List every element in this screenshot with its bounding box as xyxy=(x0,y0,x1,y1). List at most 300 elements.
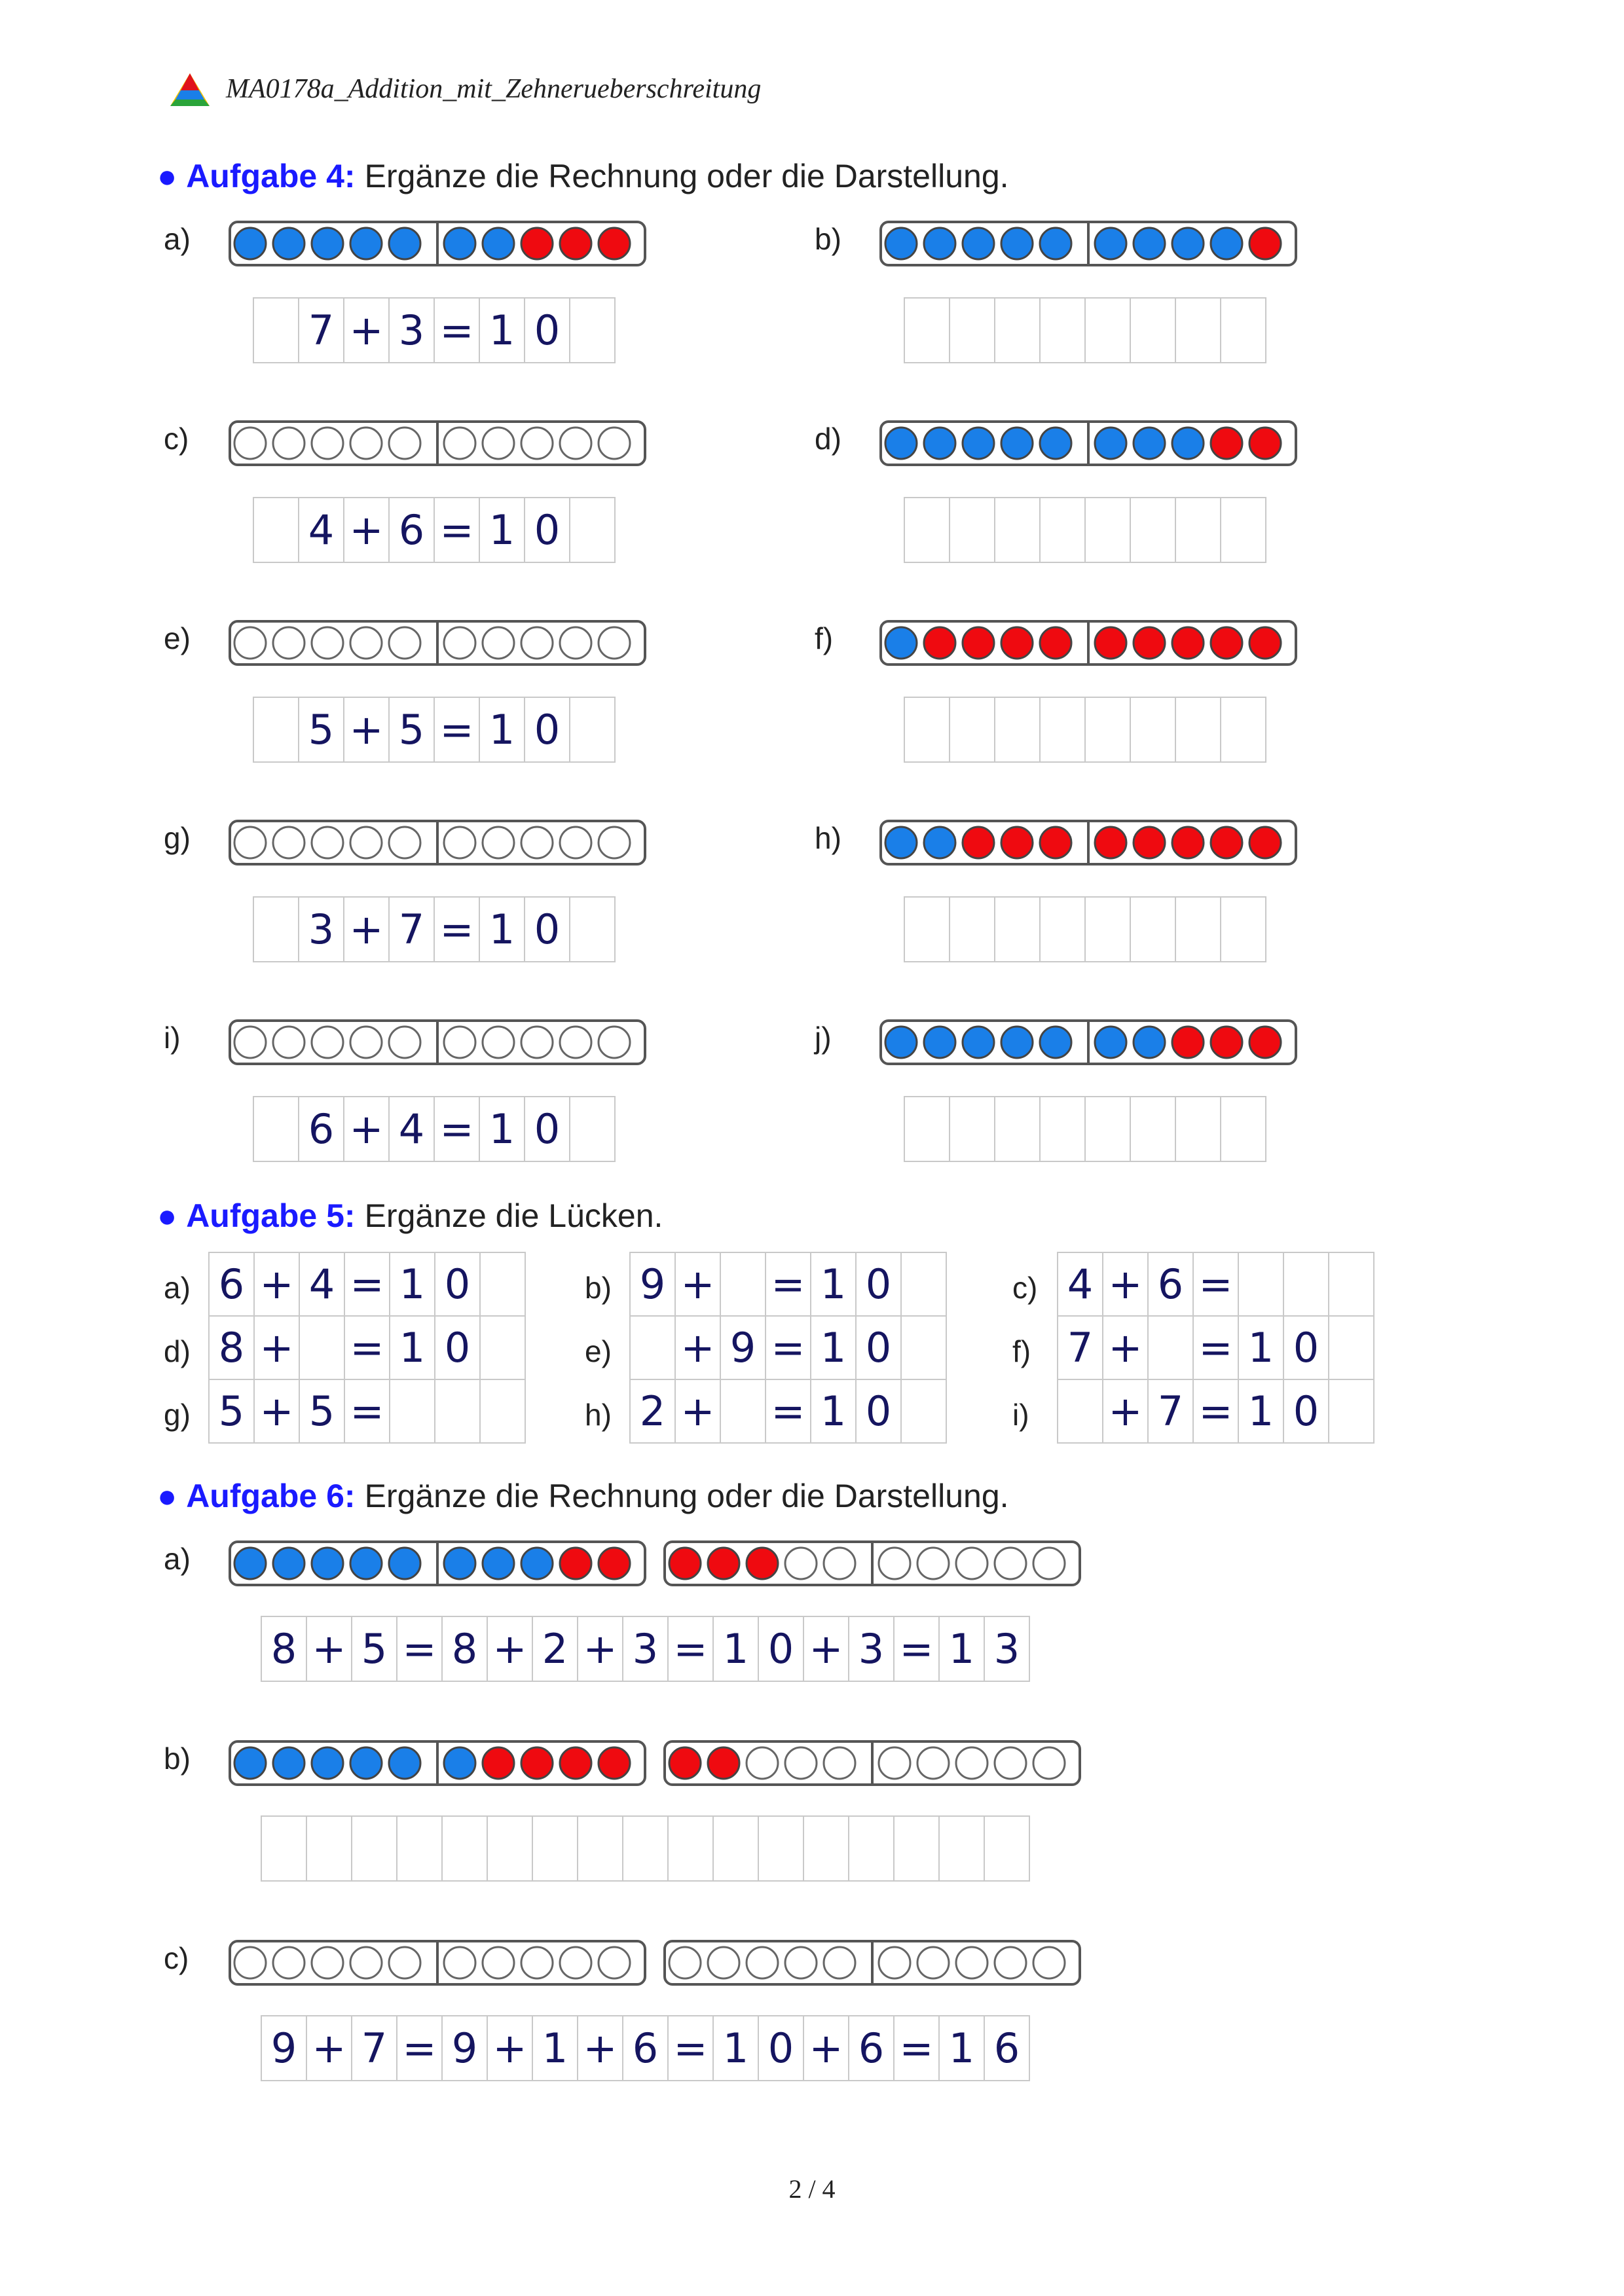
bead-red xyxy=(1211,627,1242,659)
equation-cell: = xyxy=(1192,1379,1239,1444)
bead-empty xyxy=(273,1947,304,1978)
bead-red xyxy=(1249,228,1281,259)
task4-item-label: f) xyxy=(815,621,834,655)
bead-red xyxy=(669,1548,701,1579)
twenty-bead-rack-right xyxy=(663,1939,1082,1986)
answer-cell[interactable] xyxy=(900,1252,947,1317)
task4-instruction: Ergänze die Rechnung oder die Darstellung. xyxy=(364,158,1009,194)
equation-cell: 8 xyxy=(441,1616,488,1682)
bead-empty xyxy=(273,428,304,459)
task6-instruction: Ergänze die Rechnung oder die Darstellung. xyxy=(364,1478,1009,1514)
answer-cell[interactable] xyxy=(389,1379,435,1444)
bead-empty xyxy=(995,1548,1026,1579)
task4-item-label: d) xyxy=(815,422,841,456)
bead-empty xyxy=(995,1747,1026,1779)
equation-cell: + xyxy=(343,896,390,962)
equation-cell: + xyxy=(343,1096,390,1162)
answer-cell[interactable] xyxy=(994,697,1041,763)
task4-equation-grid xyxy=(904,697,1266,763)
bead-red xyxy=(924,627,955,659)
answer-cell[interactable] xyxy=(1283,1252,1329,1317)
bead-blue xyxy=(1040,1027,1071,1058)
answer-cell[interactable] xyxy=(1175,297,1221,363)
bead-empty xyxy=(747,1747,778,1779)
bead-red xyxy=(599,1747,630,1779)
bead-red xyxy=(1249,428,1281,459)
answer-cell[interactable] xyxy=(904,697,950,763)
answer-cell[interactable] xyxy=(1084,896,1131,962)
bead-blue xyxy=(1172,228,1204,259)
answer-cell[interactable] xyxy=(904,1096,950,1162)
equation-cell: 0 xyxy=(758,2015,804,2081)
bead-blue xyxy=(1095,428,1126,459)
answer-cell[interactable] xyxy=(949,896,995,962)
answer-cell[interactable] xyxy=(629,1315,676,1380)
equation-cell: = xyxy=(765,1252,811,1317)
task4-equation-grid xyxy=(253,497,616,563)
bead-blue xyxy=(885,1027,917,1058)
equation-cell: = xyxy=(434,697,480,763)
equation-cell: 7 xyxy=(1057,1315,1103,1380)
bead-empty xyxy=(350,627,382,659)
answer-cell[interactable] xyxy=(1039,297,1086,363)
answer-cell[interactable] xyxy=(900,1315,947,1380)
answer-cell[interactable] xyxy=(1175,896,1221,962)
answer-cell[interactable] xyxy=(577,1815,623,1882)
answer-cell[interactable] xyxy=(1130,297,1176,363)
task4-equation-grid xyxy=(253,896,616,962)
equation-cell: 0 xyxy=(434,1315,481,1380)
equation-cell: + xyxy=(674,1252,721,1317)
bead-empty xyxy=(312,1947,343,1978)
equation-cell: 1 xyxy=(938,2015,985,2081)
task6-heading xyxy=(157,1477,1009,1515)
answer-cell[interactable] xyxy=(949,297,995,363)
equation-cell: 2 xyxy=(532,1616,578,1682)
equation-cell: 6 xyxy=(208,1252,255,1317)
bead-blue xyxy=(350,228,382,259)
equation-cell: 6 xyxy=(298,1096,344,1162)
answer-cell[interactable] xyxy=(904,497,950,563)
answer-cell[interactable] xyxy=(1130,697,1176,763)
equation-cell: + xyxy=(674,1379,721,1444)
task4-equation-grid xyxy=(253,697,616,763)
answer-cell[interactable] xyxy=(1220,497,1266,563)
equation-cell: + xyxy=(803,2015,849,2081)
bead-blue xyxy=(963,1027,994,1058)
answer-cell[interactable] xyxy=(479,1252,526,1317)
bead-empty xyxy=(824,1747,855,1779)
bead-empty xyxy=(273,1027,304,1058)
answer-cell[interactable] xyxy=(949,697,995,763)
bead-empty xyxy=(350,827,382,858)
equation-cell: 1 xyxy=(1238,1315,1284,1380)
answer-cell[interactable] xyxy=(569,297,616,363)
equation-cell: 0 xyxy=(855,1252,902,1317)
equation-cell: + xyxy=(343,297,390,363)
bead-red xyxy=(521,228,553,259)
bead-red xyxy=(1172,627,1204,659)
bead-empty xyxy=(312,827,343,858)
task5-instruction: Ergänze die Lücken. xyxy=(364,1197,663,1234)
equation-cell: + xyxy=(253,1379,300,1444)
bead-empty xyxy=(483,1027,514,1058)
equation-cell: 0 xyxy=(524,497,570,563)
bead-empty xyxy=(350,1027,382,1058)
equation-cell: 0 xyxy=(855,1379,902,1444)
equation-cell: = xyxy=(667,2015,714,2081)
equation-cell: 9 xyxy=(261,2015,307,2081)
bead-blue xyxy=(885,827,917,858)
answer-cell[interactable] xyxy=(261,1815,307,1882)
answer-cell[interactable] xyxy=(569,697,616,763)
answer-cell[interactable] xyxy=(569,1096,616,1162)
task5-row xyxy=(1057,1379,1375,1444)
bead-empty xyxy=(879,1548,910,1579)
bead-empty xyxy=(444,1027,475,1058)
answer-cell[interactable] xyxy=(1039,497,1086,563)
equation-cell: 1 xyxy=(810,1315,857,1380)
task5-row xyxy=(208,1379,526,1444)
bead-empty xyxy=(785,1747,817,1779)
equation-cell: = xyxy=(1192,1315,1239,1380)
bead-red xyxy=(1134,827,1165,858)
task5-item-label: f) xyxy=(1012,1334,1031,1368)
bead-red xyxy=(1172,827,1204,858)
task5-item-label: d) xyxy=(164,1334,191,1368)
answer-cell[interactable] xyxy=(984,1815,1030,1882)
equation-cell: 4 xyxy=(1057,1252,1103,1317)
bead-red xyxy=(708,1548,739,1579)
task4-item-label: j) xyxy=(815,1021,832,1055)
bead-blue xyxy=(273,1548,304,1579)
answer-cell[interactable] xyxy=(938,1815,985,1882)
answer-cell[interactable] xyxy=(994,297,1041,363)
bead-blue xyxy=(1095,228,1126,259)
equation-cell: 7 xyxy=(1147,1379,1194,1444)
task5-row xyxy=(208,1315,526,1380)
bead-blue xyxy=(1095,1027,1126,1058)
bead-empty xyxy=(917,1548,949,1579)
equation-cell: = xyxy=(344,1252,390,1317)
answer-cell[interactable] xyxy=(893,1815,940,1882)
answer-cell[interactable] xyxy=(1084,1096,1131,1162)
equation-cell: = xyxy=(434,896,480,962)
equation-cell: = xyxy=(434,1096,480,1162)
bead-blue xyxy=(1211,228,1242,259)
equation-cell: 0 xyxy=(1283,1315,1329,1380)
equation-cell: 0 xyxy=(855,1315,902,1380)
answer-cell[interactable] xyxy=(900,1379,947,1444)
equation-cell: = xyxy=(344,1315,390,1380)
answer-cell[interactable] xyxy=(1238,1252,1284,1317)
answer-cell[interactable] xyxy=(622,1815,669,1882)
task5-item-label: c) xyxy=(1012,1271,1038,1305)
bead-empty xyxy=(785,1947,817,1978)
answer-cell[interactable] xyxy=(1130,497,1176,563)
bead-empty xyxy=(1033,1747,1065,1779)
answer-cell[interactable] xyxy=(1147,1315,1194,1380)
answer-cell[interactable] xyxy=(712,1815,759,1882)
equation-cell: 4 xyxy=(299,1252,345,1317)
bead-blue xyxy=(1134,428,1165,459)
equation-cell: 3 xyxy=(984,1616,1030,1682)
answer-cell[interactable] xyxy=(994,1096,1041,1162)
answer-cell[interactable] xyxy=(848,1815,895,1882)
answer-cell[interactable] xyxy=(569,497,616,563)
answer-cell[interactable] xyxy=(1084,497,1131,563)
ten-bead-rack xyxy=(228,1019,647,1066)
answer-cell[interactable] xyxy=(1328,1315,1375,1380)
bead-blue xyxy=(444,228,475,259)
equation-cell: + xyxy=(343,497,390,563)
equation-cell: 0 xyxy=(524,896,570,962)
bead-blue xyxy=(483,1548,514,1579)
bead-empty xyxy=(350,428,382,459)
bead-empty xyxy=(785,1548,817,1579)
equation-cell: 0 xyxy=(524,697,570,763)
answer-cell[interactable] xyxy=(1220,697,1266,763)
bead-empty xyxy=(824,1548,855,1579)
task6-equation-grid xyxy=(261,1815,1030,1882)
equation-cell: 9 xyxy=(720,1315,766,1380)
bead-red xyxy=(708,1747,739,1779)
answer-cell[interactable] xyxy=(487,1815,533,1882)
answer-cell[interactable] xyxy=(803,1815,849,1882)
task6-item-label: b) xyxy=(164,1741,191,1776)
equation-cell: 5 xyxy=(351,1616,397,1682)
answer-cell[interactable] xyxy=(1220,297,1266,363)
answer-cell[interactable] xyxy=(949,497,995,563)
task4-item-label: i) xyxy=(164,1021,181,1055)
bead-empty xyxy=(560,827,591,858)
equation-cell: = xyxy=(893,2015,940,2081)
answer-cell[interactable] xyxy=(253,297,299,363)
equation-cell: + xyxy=(674,1315,721,1380)
task5-item-label: e) xyxy=(585,1334,612,1368)
equation-cell: + xyxy=(577,1616,623,1682)
answer-cell[interactable] xyxy=(667,1815,714,1882)
answer-cell[interactable] xyxy=(299,1315,345,1380)
equation-cell: 7 xyxy=(298,297,344,363)
task5-row xyxy=(629,1379,947,1444)
task6-equation-grid xyxy=(261,2015,1030,2081)
bead-empty xyxy=(350,1947,382,1978)
answer-cell[interactable] xyxy=(994,896,1041,962)
bead-blue xyxy=(444,1747,475,1779)
bead-empty xyxy=(234,428,266,459)
bead-blue xyxy=(1040,428,1071,459)
answer-cell[interactable] xyxy=(994,497,1041,563)
answer-cell[interactable] xyxy=(1220,896,1266,962)
ten-bead-rack xyxy=(228,619,647,666)
bead-red xyxy=(1001,827,1033,858)
answer-cell[interactable] xyxy=(306,1815,352,1882)
answer-cell[interactable] xyxy=(1039,697,1086,763)
answer-cell[interactable] xyxy=(1039,896,1086,962)
answer-cell[interactable] xyxy=(949,1096,995,1162)
bead-red xyxy=(1134,627,1165,659)
bead-empty xyxy=(560,627,591,659)
equation-cell: 6 xyxy=(1147,1252,1194,1317)
task5-row xyxy=(208,1252,526,1317)
answer-cell[interactable] xyxy=(1084,697,1131,763)
bead-blue xyxy=(483,228,514,259)
answer-cell[interactable] xyxy=(1084,297,1131,363)
equation-cell: 1 xyxy=(479,896,525,962)
task5-heading xyxy=(157,1197,663,1235)
answer-cell[interactable] xyxy=(532,1815,578,1882)
equation-cell: 2 xyxy=(629,1379,676,1444)
bead-empty xyxy=(444,428,475,459)
bead-blue xyxy=(1134,1027,1165,1058)
bead-empty xyxy=(234,1947,266,1978)
bead-empty xyxy=(599,1947,630,1978)
ten-bead-rack xyxy=(228,420,647,467)
bead-empty xyxy=(389,428,420,459)
answer-cell[interactable] xyxy=(904,896,950,962)
answer-cell[interactable] xyxy=(1328,1252,1375,1317)
task5-row xyxy=(629,1315,947,1380)
bead-empty xyxy=(521,1947,553,1978)
answer-cell[interactable] xyxy=(253,1096,299,1162)
task5-row xyxy=(629,1252,947,1317)
equation-cell: + xyxy=(1102,1252,1149,1317)
task5-item-label: a) xyxy=(164,1271,191,1305)
ten-bead-rack xyxy=(879,619,1298,666)
bead-empty xyxy=(234,627,266,659)
equation-cell: = xyxy=(434,297,480,363)
bead-blue xyxy=(963,428,994,459)
equation-cell: 6 xyxy=(388,497,435,563)
bead-blue xyxy=(389,228,420,259)
equation-cell: 3 xyxy=(622,1616,669,1682)
answer-cell[interactable] xyxy=(434,1379,481,1444)
answer-cell[interactable] xyxy=(758,1815,804,1882)
equation-cell: 1 xyxy=(712,1616,759,1682)
bead-empty xyxy=(956,1548,987,1579)
bead-blue xyxy=(885,228,917,259)
task4-item-label: b) xyxy=(815,222,841,256)
answer-cell[interactable] xyxy=(441,1815,488,1882)
equation-cell: = xyxy=(344,1379,390,1444)
bead-empty xyxy=(879,1947,910,1978)
bead-empty xyxy=(389,627,420,659)
equation-cell: 8 xyxy=(208,1315,255,1380)
bead-empty xyxy=(483,428,514,459)
ten-bead-rack xyxy=(879,1019,1298,1066)
answer-cell[interactable] xyxy=(1130,1096,1176,1162)
equation-cell: 1 xyxy=(810,1379,857,1444)
equation-cell: + xyxy=(487,1616,533,1682)
equation-cell: 0 xyxy=(524,1096,570,1162)
equation-cell: + xyxy=(306,2015,352,2081)
bead-empty xyxy=(599,1027,630,1058)
task4-equation-grid xyxy=(904,896,1266,962)
bead-blue xyxy=(521,1548,553,1579)
bead-blue xyxy=(273,228,304,259)
answer-cell[interactable] xyxy=(479,1379,526,1444)
task6-item-label: a) xyxy=(164,1542,191,1576)
bead-empty xyxy=(389,1947,420,1978)
equation-cell: 7 xyxy=(351,2015,397,2081)
answer-cell[interactable] xyxy=(1175,1096,1221,1162)
task6-label: Aufgabe 6: xyxy=(186,1478,356,1514)
bead-blue xyxy=(1040,228,1071,259)
bead-red xyxy=(1211,1027,1242,1058)
answer-cell[interactable] xyxy=(720,1252,766,1317)
answer-cell[interactable] xyxy=(253,697,299,763)
bead-empty xyxy=(1033,1947,1065,1978)
bead-red xyxy=(963,827,994,858)
bead-empty xyxy=(956,1947,987,1978)
bead-blue xyxy=(350,1747,382,1779)
bead-blue xyxy=(1001,228,1033,259)
bead-blue xyxy=(1001,1027,1033,1058)
twenty-bead-rack-left xyxy=(228,1540,647,1587)
equation-cell: + xyxy=(253,1252,300,1317)
equation-cell: 9 xyxy=(441,2015,488,2081)
equation-cell: 1 xyxy=(712,2015,759,2081)
answer-cell[interactable] xyxy=(1328,1379,1375,1444)
answer-cell[interactable] xyxy=(1175,497,1221,563)
equation-cell: 0 xyxy=(524,297,570,363)
equation-cell: 0 xyxy=(1283,1379,1329,1444)
equation-cell: = xyxy=(765,1315,811,1380)
bead-empty xyxy=(917,1747,949,1779)
answer-cell[interactable] xyxy=(351,1815,397,1882)
bead-empty xyxy=(483,1947,514,1978)
answer-cell[interactable] xyxy=(720,1379,766,1444)
bead-empty xyxy=(599,428,630,459)
answer-cell[interactable] xyxy=(253,497,299,563)
bead-blue xyxy=(1001,428,1033,459)
task4-equation-grid xyxy=(253,297,616,363)
bead-empty xyxy=(956,1747,987,1779)
bead-red xyxy=(1040,827,1071,858)
answer-cell[interactable] xyxy=(1130,896,1176,962)
task5-grid xyxy=(208,1252,526,1444)
equation-cell: 5 xyxy=(299,1379,345,1444)
bead-empty xyxy=(483,627,514,659)
twenty-bead-rack-left xyxy=(228,1740,647,1787)
answer-cell[interactable] xyxy=(1039,1096,1086,1162)
answer-cell[interactable] xyxy=(253,896,299,962)
bead-blue xyxy=(963,228,994,259)
equation-cell: + xyxy=(803,1616,849,1682)
task5-grid xyxy=(629,1252,947,1444)
equation-cell: + xyxy=(1102,1379,1149,1444)
ten-bead-rack xyxy=(228,819,647,866)
answer-cell[interactable] xyxy=(1175,697,1221,763)
answer-cell[interactable] xyxy=(396,1815,443,1882)
answer-cell[interactable] xyxy=(904,297,950,363)
bead-empty xyxy=(312,1027,343,1058)
ten-bead-rack xyxy=(879,819,1298,866)
equation-cell: + xyxy=(577,2015,623,2081)
bead-empty xyxy=(521,428,553,459)
answer-cell[interactable] xyxy=(1057,1379,1103,1444)
task5-label: Aufgabe 5: xyxy=(186,1197,356,1234)
answer-cell[interactable] xyxy=(479,1315,526,1380)
bead-empty xyxy=(708,1947,739,1978)
answer-cell[interactable] xyxy=(569,896,616,962)
bead-red xyxy=(1249,627,1281,659)
bead-blue xyxy=(885,428,917,459)
twenty-bead-rack-left xyxy=(228,1939,647,1986)
bead-red xyxy=(1172,1027,1204,1058)
answer-cell[interactable] xyxy=(1220,1096,1266,1162)
